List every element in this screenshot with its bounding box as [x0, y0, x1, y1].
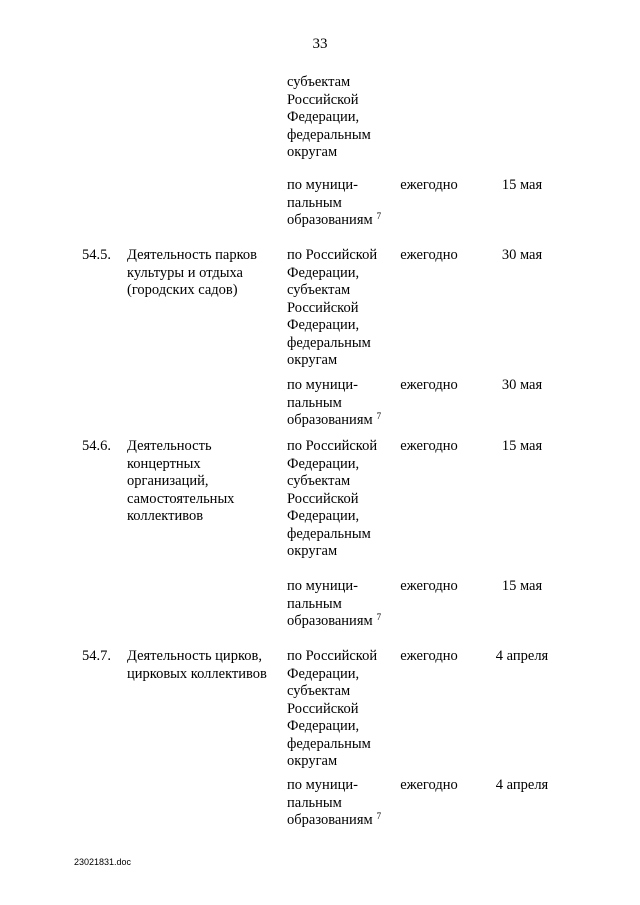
frequency-cell: ежегодно	[400, 438, 458, 454]
name-line: Деятельность	[127, 438, 212, 454]
level-line-text: образованиям	[287, 812, 373, 828]
name-line: Деятельность парков	[127, 247, 258, 263]
deadline-cell: 30 мая	[501, 247, 543, 263]
frequency-cell: ежегодно	[400, 247, 458, 263]
level-line: пальным	[287, 194, 342, 211]
name-line: Деятельность цирков,	[127, 648, 262, 664]
level-line: Федерации,	[287, 264, 360, 281]
name-line: организаций,	[127, 473, 209, 489]
name-line: самостоятельных	[127, 490, 235, 507]
footnote-mark: 7	[376, 211, 382, 221]
level-line: федеральным	[287, 735, 371, 752]
footnote-mark: 7	[376, 411, 382, 421]
level-line: Российской	[287, 91, 359, 108]
continued-municipal-level-cell	[287, 177, 381, 230]
level-line	[287, 812, 381, 830]
level-line-text: образованиям	[287, 613, 373, 629]
frequency-cell: ежегодно	[400, 377, 458, 393]
deadline-cell: 30 мая	[501, 377, 543, 393]
activity-name-cell	[127, 438, 234, 526]
row-number: 54.7.	[82, 648, 111, 664]
level-line: по Российской	[287, 648, 378, 664]
level-line: федеральным	[287, 525, 371, 542]
level-line: округам	[287, 352, 338, 368]
level-line: Российской	[287, 490, 359, 507]
municipal-level-cell	[287, 377, 381, 430]
level-line	[287, 412, 381, 430]
level-line: Федерации,	[287, 317, 360, 333]
deadline-cell: 15 мая	[501, 578, 543, 594]
name-line: культуры и отдыха	[127, 264, 243, 281]
frequency-cell: ежегодно	[400, 177, 458, 193]
level-line-text: образованиям	[287, 212, 373, 228]
level-line: пальным	[287, 595, 342, 612]
deadline-cell: 15 мая	[501, 438, 543, 454]
frequency-cell: ежегодно	[400, 578, 458, 594]
level-line: округам	[287, 753, 338, 769]
level-line: субъектам	[287, 74, 351, 90]
frequency-cell: ежегодно	[400, 777, 458, 793]
level-line: федеральным	[287, 334, 371, 351]
deadline-cell: 4 апреля	[495, 648, 549, 664]
municipal-level-cell	[287, 777, 381, 830]
frequency-cell: ежегодно	[400, 648, 458, 664]
level-line: Федерации,	[287, 455, 360, 472]
level-line	[287, 212, 381, 230]
level-line: по Российской	[287, 247, 378, 263]
federal-level-cell	[287, 247, 377, 370]
level-line: субъектам	[287, 282, 351, 298]
level-line: пальным	[287, 394, 342, 411]
level-line: Федерации,	[287, 508, 360, 524]
level-line: пальным	[287, 794, 342, 811]
level-line: Федерации,	[287, 109, 360, 125]
level-line: округам	[287, 144, 338, 160]
footer-doc-name: 23021831.doc	[74, 857, 132, 867]
footnote-mark: 7	[376, 612, 382, 622]
level-line: Российской	[287, 299, 359, 316]
activity-name-cell	[127, 648, 267, 683]
name-line: (городских садов)	[127, 282, 238, 298]
continued-level-cell	[287, 74, 371, 162]
level-line-text: образованиям	[287, 412, 373, 428]
level-line: по муници-	[287, 578, 358, 594]
federal-level-cell	[287, 648, 377, 771]
level-line: округам	[287, 543, 338, 559]
row-number: 54.5.	[82, 247, 111, 263]
name-line: цирковых коллективов	[127, 665, 267, 682]
activity-name-cell	[127, 247, 257, 300]
footnote-mark: 7	[376, 811, 382, 821]
level-line: субъектам	[287, 473, 351, 489]
level-line: субъектам	[287, 683, 351, 699]
level-line: по муници-	[287, 777, 358, 793]
level-line: по Российской	[287, 438, 378, 454]
federal-level-cell	[287, 438, 377, 561]
deadline-cell: 15 мая	[501, 177, 543, 193]
name-line: концертных	[127, 455, 201, 472]
level-line	[287, 613, 381, 631]
deadline-cell: 4 апреля	[495, 777, 549, 793]
level-line: по муници-	[287, 377, 358, 393]
level-line: федеральным	[287, 126, 371, 143]
municipal-level-cell	[287, 578, 381, 631]
level-line: Федерации,	[287, 665, 360, 682]
page-number: 33	[312, 36, 328, 52]
row-number: 54.6.	[82, 438, 111, 454]
level-line: Российской	[287, 700, 359, 717]
level-line: Федерации,	[287, 718, 360, 734]
level-line: по муници-	[287, 177, 358, 193]
name-line: коллективов	[127, 508, 204, 524]
